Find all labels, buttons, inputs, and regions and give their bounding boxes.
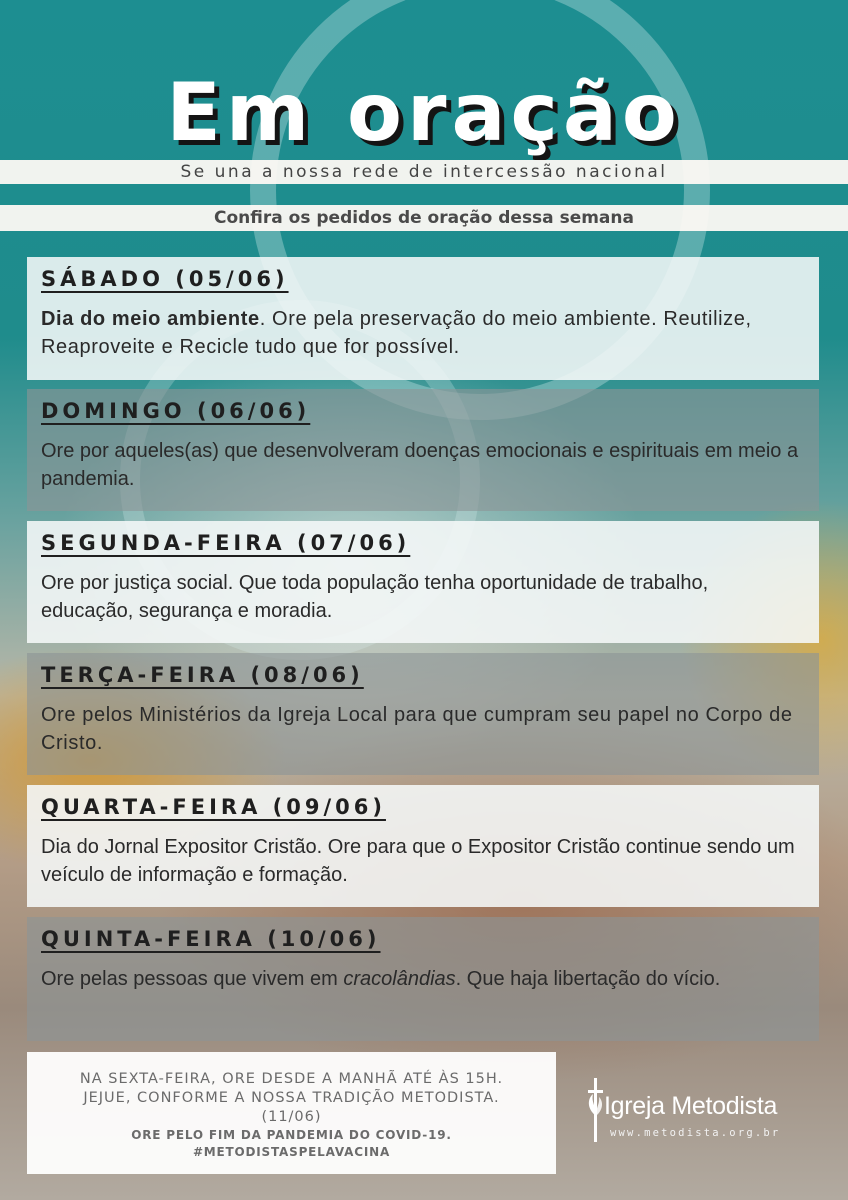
day-title: QUINTA-FEIRA (10/06) — [41, 927, 381, 951]
day-card-monday — [27, 521, 819, 643]
day-text — [41, 305, 805, 361]
day-card-sunday — [27, 389, 819, 511]
day-text-highlight: Dia do meio ambiente — [41, 308, 260, 330]
day-card-saturday — [27, 257, 819, 380]
day-title: TERÇA-FEIRA (08/06) — [41, 663, 364, 687]
footer-line: (11/06) — [261, 1109, 322, 1125]
day-title: DOMINGO (06/06) — [41, 399, 311, 423]
brand-url: www.metodista.org.br — [610, 1127, 781, 1139]
day-text: Ore por aqueles(as) que desenvolveram doenças emocionais e espirituais em meio a pandemia. — [41, 440, 799, 490]
church-logo — [584, 1076, 824, 1146]
day-title: QUARTA-FEIRA (09/06) — [41, 795, 386, 819]
day-text-body: . Que haja libertação do vício. — [455, 968, 721, 990]
day-title: SEGUNDA-FEIRA (07/06) — [41, 531, 411, 555]
day-text-italic: cracolândias — [343, 968, 456, 990]
day-text: Ore por justiça social. Que toda população tenha oportunidade de trabalho, educação, segurança e moradia. — [41, 572, 709, 622]
footer-line: ORE PELO FIM DA PANDEMIA DO COVID-19. — [131, 1128, 452, 1142]
footer-line: NA SEXTA-FEIRA, ORE DESDE A MANHÃ ATÉ ÀS 15H. — [79, 1071, 504, 1087]
footer-line: JEJUE, CONFORME A NOSSA TRADIÇÃO METODISTA. — [83, 1090, 500, 1106]
page-subtitle: Confira os pedidos de oração dessa semana — [0, 205, 848, 231]
hashtag: #METODISTASPELAVACINA — [192, 1145, 391, 1159]
day-text: Dia do Jornal Expositor Cristão. Ore para que o Expositor Cristão continue sendo um veículo de informação e formação. — [41, 836, 795, 886]
day-title: SÁBADO (05/06) — [41, 267, 289, 291]
day-card-thursday — [27, 917, 819, 1041]
day-text-body: Ore pelas pessoas que vivem em — [41, 968, 344, 990]
day-text: Ore pelos Ministérios da Igreja Local para que cumpram seu papel no Corpo de Cristo. — [41, 704, 793, 754]
friday-fasting-note — [27, 1052, 556, 1174]
day-card-tuesday — [27, 653, 819, 775]
tagline: Se una a nossa rede de intercessão nacional — [0, 160, 848, 184]
day-text-body: . Ore pela preservação do meio ambiente. Reutilize, Reaproveite e Recicle tudo que for possível. — [41, 308, 752, 358]
day-text — [41, 965, 805, 993]
page-title: Em oração — [166, 66, 682, 159]
brand-name: Igreja Metodista — [604, 1092, 778, 1120]
day-card-wednesday — [27, 785, 819, 907]
